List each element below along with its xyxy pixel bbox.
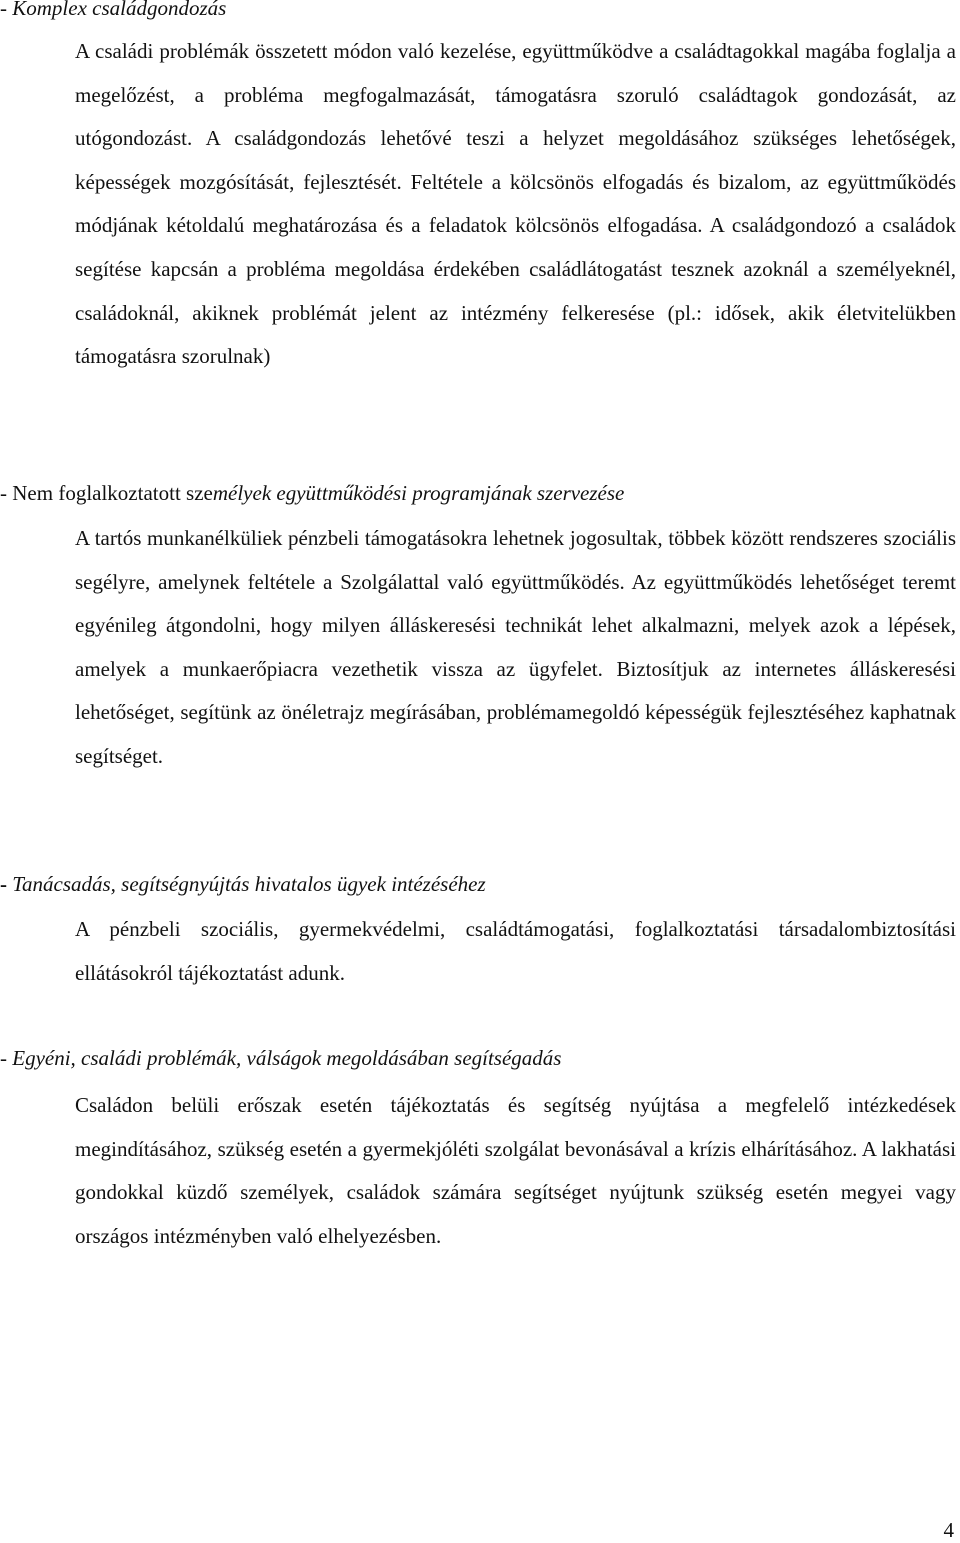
section-body: A pénzbeli szociális, gyermekvédelmi, családtámogatási, foglalkoztatási társadalombiztosítási ellátásokról tájékoztatást adunk. [75,917,956,985]
section-egyeni-csaladi-problemak [0,1045,956,1258]
heading-dash: - [0,0,13,20]
section-nem-foglalkoztatott [0,480,956,779]
page-number: 4 [943,1518,954,1542]
heading-title: mélyek együttműködési programjának szervezése [212,481,625,505]
heading-title: Egyéni, családi problémák, válságok megoldásában segítségadás [12,1046,562,1070]
section-tanacsadas [0,871,956,995]
section-heading [0,0,956,21]
section-komplex-csaladgondozas [0,0,956,379]
heading-dash: - [0,1046,13,1070]
section-body: A tartós munkanélküliek pénzbeli támogatásokra lehetnek jogosultak, többek között rendszeres szociális segélyre, amelynek feltétele a Szolgálattal való együttműködés. Az együttműködés lehetőséget teremt egyénileg átgondolni, hogy milyen álláskeresési technikát lehet alkalmazni, melyek azok a lépések, amelyek a munkaerőpiacra vezethetik vissza az ügyfelet. Biztosítjuk az internetes álláskeresési lehetőséget, segítünk az önéletrajz megírásában, problémamegoldó képességük fejlesztéséhez kaphatnak segítséget. [75,526,956,768]
section-body: Családon belüli erőszak esetén tájékoztatás és segítség nyújtása a megfelelő intézkedések megindításához, szükség esetén a gyermekjóléti szolgálat bevonásával a krízis elhárításához. A lakhatási gondokkal küzdő személyek, családok számára segítséget nyújtunk szükség esetén megyei vagy országos intézményben való elhelyezésben. [75,1093,956,1248]
section-heading [0,480,956,506]
heading-dash: - [0,872,13,896]
section-heading [0,1045,956,1071]
heading-dash: - [0,481,13,505]
section-heading [0,871,956,897]
heading-title-upright: Nem foglalkoztatott sze [12,481,213,505]
heading-title: Komplex családgondozás [12,0,227,20]
section-body: A családi problémák összetett módon való kezelése, együttműködve a családtagokkal magába foglalja a megelőzést, a probléma megfogalmazását, támogatásra szoruló családtagok gondozását, az utógondozást. A családgondozás lehetővé teszi a helyzet megoldásához szükséges lehetőségek, képességek mozgósítását, fejlesztését. Feltétele a kölcsönös elfogadás és bizalom, az együttműködés módjának kétoldalú meghatározása és a feladatok kölcsönös elfogadása. A családgondozó a családok segítése kapcsán a probléma megoldása érdekében családlátogatást tesznek azoknál a személyeknél, családoknál, akiknek problémát jelent az intézmény felkeresése (pl.: idősek, akik életvitelükben támogatásra szorulnak) [75,39,956,369]
heading-title: Tanácsadás, segítségnyújtás hivatalos ügyek intézéséhez [12,872,486,896]
